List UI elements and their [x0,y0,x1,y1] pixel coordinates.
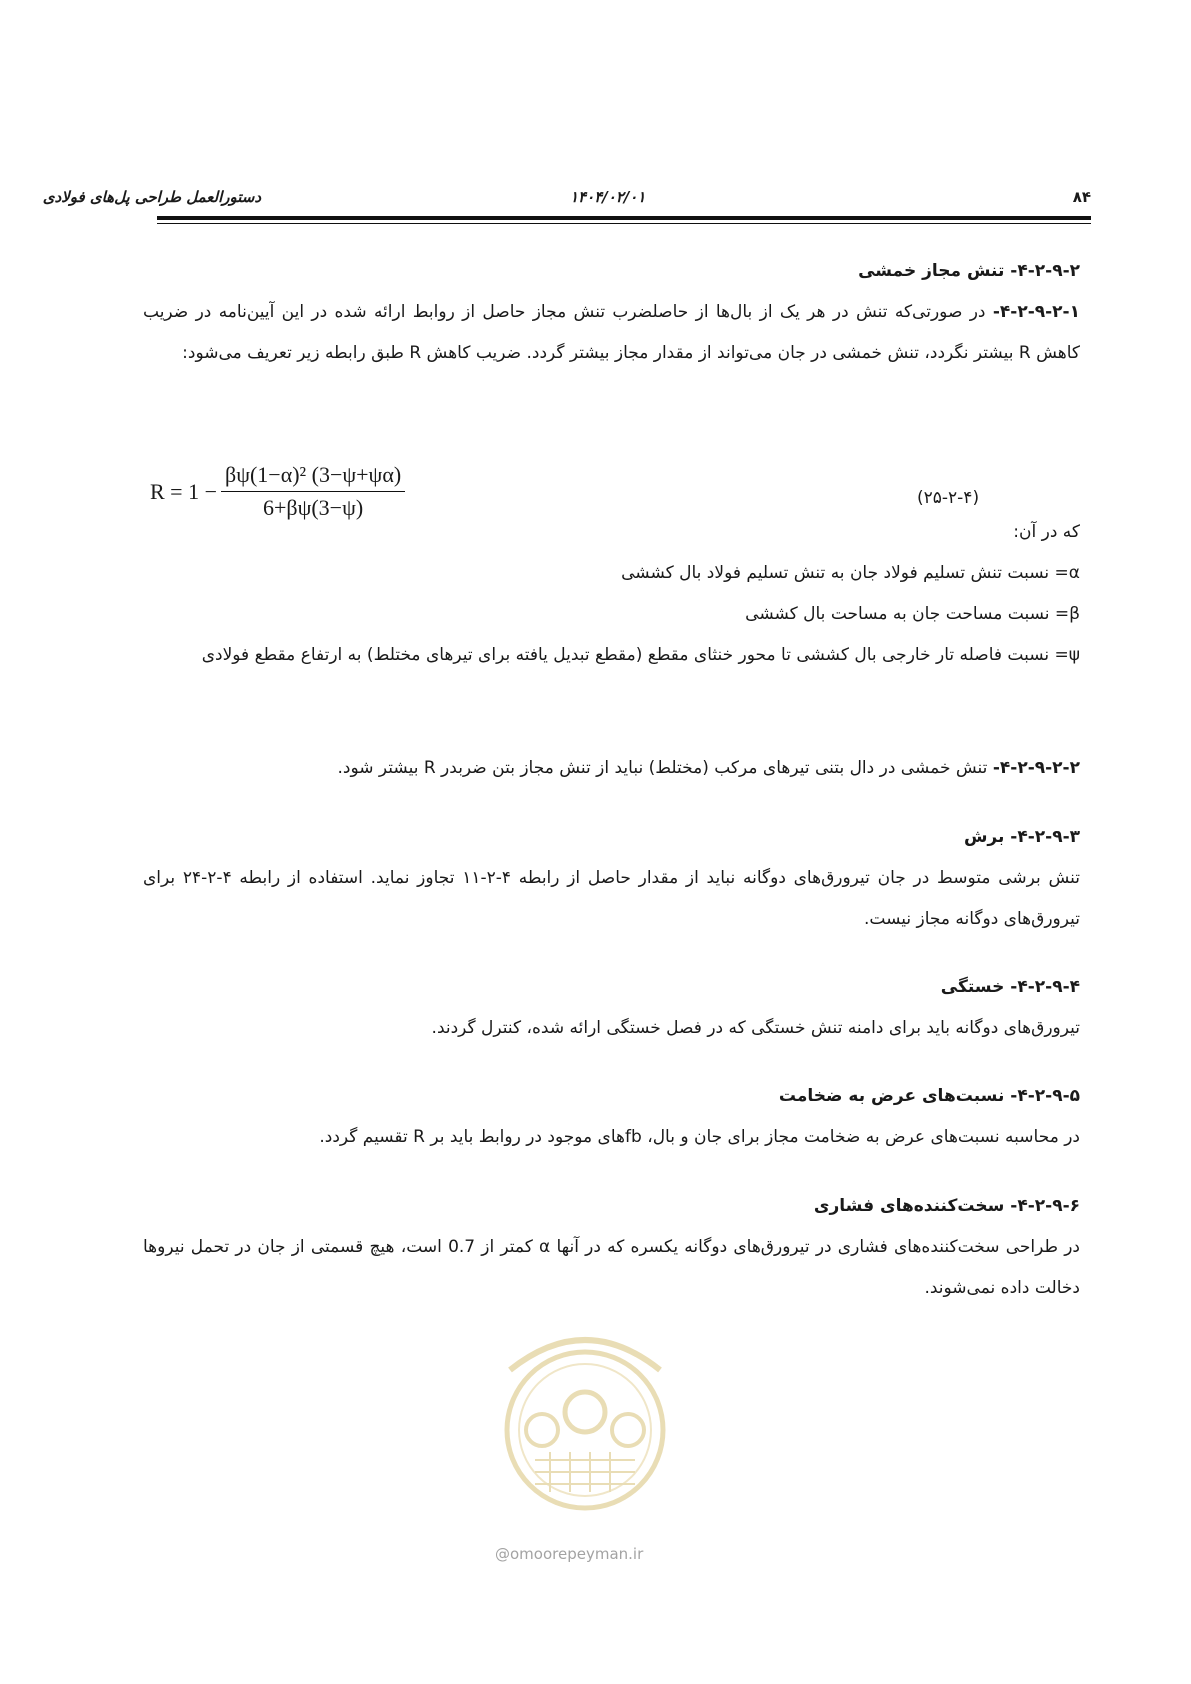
definition-alpha: α= نسبت تنش تسلیم فولاد جان به تنش تسلیم فولاد بال کششی [621,563,1080,583]
section-heading: ۴-۲-۹-۲- تنش مجاز خمشی [858,261,1080,281]
paragraph-text: تنش برشی متوسط در جان تیرورق‌های دوگانه نباید از مقدار حاصل از رابطه ۴-۲-۱۱ تجاوز نماید. استفاده از رابطه ۴-۲-۲۴ برای تیرورق‌های دوگانه مجاز نیست. [143,868,1080,929]
section-heading: ۴-۲-۹-۴- خستگی [940,977,1080,997]
equation-number: (۲۵-۲-۴) [917,488,980,508]
paragraph-text: در طراحی سخت‌کننده‌های فشاری در تیرورق‌های دوگانه یکسره که در آنها α کمتر از 0.7 است، هیچ قسمتی از جان در تحمل نیروها دخالت داده نمی‌شوند. [143,1237,1080,1298]
section-3 [143,817,1080,940]
section-6 [143,1186,1080,1309]
paragraph-text: تیرورق‌های دوگانه باید برای دامنه تنش خستگی که در فصل خستگی ارائه شده، کنترل گردند. [431,1018,1080,1038]
paragraph-1 [143,292,1080,374]
where-label: که در آن: [1013,522,1080,542]
paragraph-text: در صورتی‌که تنش در هر یک از بال‌ها از حاصلضرب تنش مجاز حاصل از روابط ارائه شده در این آیین‌نامه در ضریب کاهش R بیشتر نگردد، تنش خمشی در جان می‌تواند از مقدار مجاز بیشتر گردد. ضریب کاهش R طبق رابطه زیر تعریف می‌شود: [143,302,1080,363]
paragraph-2 [143,748,1080,789]
header-rule-thick [157,216,1091,220]
watermark-logo [480,1300,690,1540]
paragraph-text: در محاسبه نسبت‌های عرض به ضخامت مجاز برای جان و بال، fbهای موجود در روابط باید بر R تقسیم گردد. [319,1127,1080,1147]
definition-beta: β= نسبت مساحت جان به مساحت بال کششی [745,604,1080,624]
clause-number: ۴-۲-۹-۲-۲- [992,758,1080,778]
page-number: ۸۴ [1072,188,1091,206]
clause-number: ۴-۲-۹-۲-۱- [992,302,1080,322]
section-4 [143,967,1080,1049]
equation-lhs: R = 1 − [150,478,217,504]
header-date: ۱۴۰۴/۰۲/۰۱ [570,188,646,206]
section-5 [143,1076,1080,1158]
section-2 [143,251,1080,374]
header-rule-thin [157,223,1091,224]
equation-denominator: 6+βψ(3−ψ) [262,495,364,520]
equation-numerator: βψ(1−α)² (3−ψ+ψα) [221,462,405,492]
watermark-url: @omoorepeyman.ir [495,1545,644,1563]
definitions [143,512,1080,676]
section-heading: ۴-۲-۹-۶- سخت‌کننده‌های فشاری [813,1196,1080,1216]
paragraph-text: تنش خمشی در دال بتنی تیرهای مرکب (مختلط) نباید از تنش مجاز بتن ضربدر R بیشتر شود. [337,758,993,778]
definition-psi: ψ= نسبت فاصله تار خارجی بال کششی تا محور خنثای مقطع (مقطع تبدیل یافته برای تیرهای مختلط) به ارتفاع مقطع فولادی [201,645,1080,665]
section-heading: ۴-۲-۹-۳- برش [963,827,1080,847]
section-heading: ۴-۲-۹-۵- نسبت‌های عرض به ضخامت [778,1086,1080,1106]
header-title: دستورالعمل طراحی پل‌های فولادی [42,188,261,206]
